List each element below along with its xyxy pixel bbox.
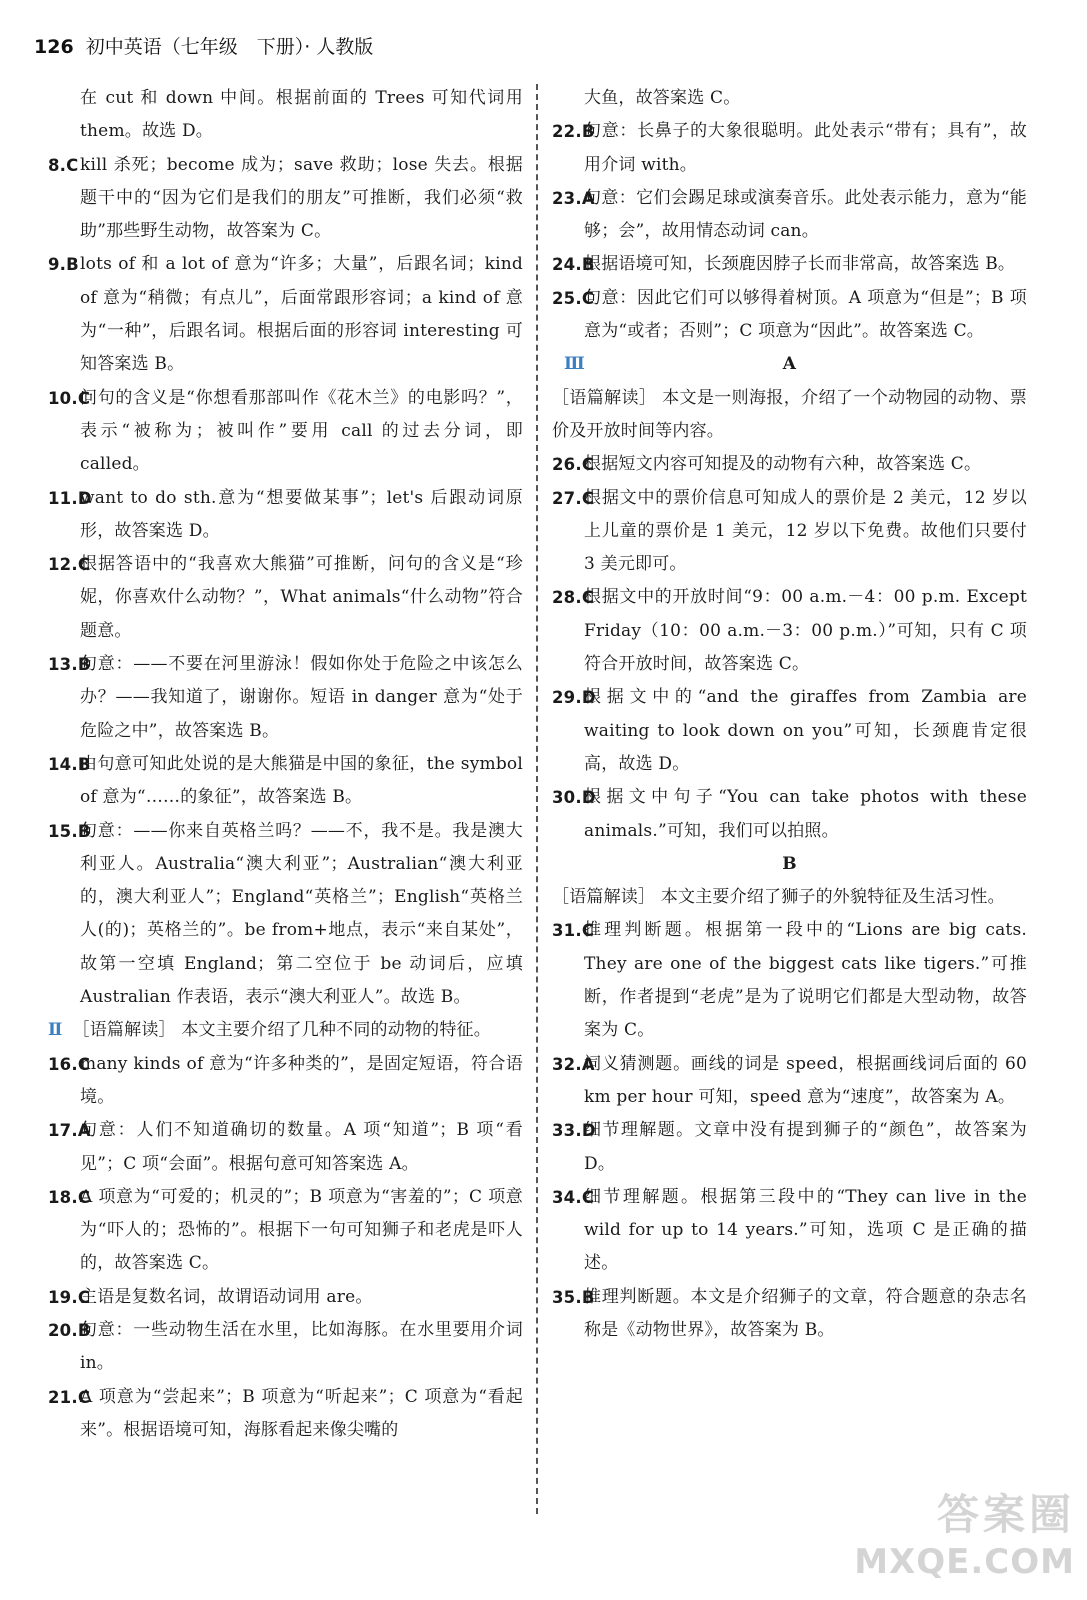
answer-item [48, 1281, 523, 1314]
answer-explanation: 根据文中的票价信息可知成人的票价是 2 美元，12 岁以上儿童的票价是 1 美元，12 岁以下免费。故他们只要付 3 美元即可。 [584, 487, 1027, 575]
continuation-text: 在 cut 和 down 中间。根据前面的 Trees 可知代词用 them。故选 D。 [80, 88, 523, 142]
page-number: 126 [34, 36, 74, 58]
answer-number: 8.C [48, 155, 79, 175]
answer-number: 9.B [48, 255, 79, 275]
answer-number: 11.D [48, 488, 92, 508]
answer-item [552, 182, 1027, 249]
watermark-logo-text: 答案圈 [936, 1490, 1075, 1539]
answer-number: 22.B [552, 122, 595, 142]
book-title: 初中英语（七年级 下册）· 人教版 [85, 36, 374, 58]
answer-explanation: 句意：——你来自英格兰吗？——不，我不是。我是澳大利亚人。Australia“澳大利亚”；Australian“澳大利亚的，澳大利亚人”；England“英格兰”；English“英格兰人(的)；英格兰的”。be from+地点，表示“来自某处”，故第一空填 England；第二空位于 be 动词后，应填 Australian 作表语，表示“澳大利亚人”。故选 B。 [80, 820, 523, 1008]
site-watermark [854, 1482, 1075, 1582]
reading-summary: ［语篇解读］ 本文主要介绍了狮子的外貌特征及生活习性。 [552, 887, 1005, 908]
answer-number: 13.B [48, 655, 91, 675]
answer-explanation: A 项意为“尝起来”；B 项意为“听起来”；C 项意为“看起来”。根据语境可知，海豚看起来像尖嘴的 [80, 1386, 523, 1440]
answer-item [48, 748, 523, 815]
answer-item [48, 1314, 523, 1381]
answer-number: 26.C [552, 455, 595, 475]
answer-explanation: lots of 和 a lot of 意为“许多；大量”，后跟名词；kind of 意为“稍微；有点儿”，后面常跟形容词；a kind of 意为“一种”，后跟名词。根据后面的形容词 interesting 可知答案选 B。 [80, 254, 523, 375]
answer-item [48, 1381, 523, 1448]
answer-number: 15.B [48, 821, 91, 841]
answer-item [552, 1281, 1027, 1348]
answer-explanation: 句意：因此它们可以够得着树顶。A 项意为“但是”；B 项意为“或者；否则”；C 项意为“因此”。故答案选 C。 [584, 287, 1027, 342]
answer-number: 18.C [48, 1187, 91, 1207]
answer-explanation: 根据答语中的“我喜欢大熊猫”可推断，问句的含义是“珍妮，你喜欢什么动物？”，What animals“什么动物”符合题意。 [80, 554, 523, 641]
answer-number: 33.D [552, 1121, 596, 1141]
continuation-text: 大鱼，故答案选 C。 [584, 88, 741, 108]
answer-explanation: many kinds of 意为“许多种类的”，是固定短语，符合语境。 [80, 1053, 523, 1107]
answer-number: 23.A [552, 188, 595, 208]
answer-number: 32.A [552, 1054, 595, 1074]
answer-explanation: 句意：——不要在河里游泳！假如你处于危险之中该怎么办？——我知道了，谢谢你。短语 in danger 意为“处于危险之中”，故答案选 B。 [80, 654, 523, 741]
watermark-url: MXQE.COM [854, 1542, 1075, 1582]
answer-explanation: 句意：人们不知道确切的数量。A 项“知道”；B 项“看见”；C 项“会面”。根据句意可知答案选 A。 [80, 1120, 523, 1174]
answer-explanation: 根据文中的开放时间“9：00 a.m.－4：00 p.m. Except Friday（10：00 a.m.－3：00 p.m.）”可知，只有 C 项符合开放时间，故答案选 C。 [584, 587, 1027, 675]
answer-number: 14.B [48, 754, 91, 774]
answer-number: 19.C [48, 1287, 91, 1307]
answer-explanation: 句意：一些动物生活在水里，比如海豚。在水里要用介词 in。 [80, 1319, 523, 1374]
answer-number: 20.B [48, 1320, 91, 1340]
answer-number: 16.C [48, 1054, 91, 1074]
answer-item [552, 482, 1027, 582]
answer-item [552, 448, 1027, 481]
passage-title-a: A [782, 354, 797, 375]
answer-explanation: 根据短文内容可知提及的动物有六种，故答案选 C。 [584, 454, 982, 475]
answer-explanation: want to do sth.意为“想要做某事”；let's 后跟动词原形，故答案选 D。 [80, 487, 523, 541]
answer-number: 17.A [48, 1121, 91, 1141]
answer-number: 25.C [552, 288, 595, 308]
answer-item [552, 1048, 1027, 1115]
answer-item [552, 1114, 1027, 1181]
answer-explanation: 问句的含义是“你想看那部叫作《花木兰》的电影吗？”，表示“被称为；被叫作”要用 call 的过去分词，即 called。 [80, 387, 523, 475]
column-divider [536, 84, 538, 1514]
answer-item [48, 1048, 523, 1115]
answer-item [552, 581, 1027, 681]
answer-number: 12.C [48, 555, 91, 575]
answer-explanation: 根据文中的“and the giraffes from Zambia are waiting to look down on you”可知，长颈鹿肯定很高，故选 D。 [584, 687, 1027, 774]
passage-title-b: B [782, 853, 797, 874]
answer-explanation: 由句意可知此处说的是大熊猫是中国的象征，the symbol of 意为“……的象征”，故答案选 B。 [80, 753, 523, 808]
answer-item [552, 914, 1027, 1047]
answer-number: 27.C [552, 488, 595, 508]
answer-explanation: A 项意为“可爱的；机灵的”；B 项意为“害羞的”；C 项意为“吓人的；恐怖的”。根据下一句可知狮子和老虎是吓人的，故答案选 C。 [80, 1186, 523, 1274]
answer-item [48, 382, 523, 482]
answer-item [552, 115, 1027, 182]
section-2-intro [48, 1014, 523, 1047]
answer-number: 34.C [552, 1187, 595, 1207]
answer-explanation: 推理判断题。根据第一段中的“Lions are big cats. They are one of the biggest cats like tigers.”可推断，作者提到“老虎”是为了说明它们都是大型动物，故答案为 C。 [584, 920, 1027, 1041]
answer-number: 10.C [48, 388, 91, 408]
answer-number: 31.C [552, 921, 595, 941]
answer-item [48, 248, 523, 381]
answer-explanation: kill 杀死；become 成为；save 救助；lose 失去。根据题干中的“因为它们是我们的朋友”可推断，我们必须“救助”那些野生动物，故答案为 C。 [80, 154, 523, 242]
right-column [552, 82, 1027, 1347]
answer-item [48, 482, 523, 549]
reading-summary: ［语篇解读］ 本文主要介绍了几种不同的动物的特征。 [72, 1020, 491, 1041]
answer-number: 28.C [552, 588, 595, 608]
answer-number: 30.D [552, 788, 596, 808]
answer-number: 29.D [552, 688, 596, 708]
answer-number: 24.B [552, 255, 595, 275]
left-column [48, 82, 523, 1447]
answer-number: 35.B [552, 1287, 595, 1307]
answer-explanation: 根据文中句子“You can take photos with these animals.”可知，我们可以拍照。 [584, 787, 1027, 841]
answer-item [552, 781, 1027, 848]
section-roman-3: Ⅲ [564, 354, 585, 375]
answer-number: 21.C [48, 1387, 91, 1407]
answer-item [48, 548, 523, 648]
answer-item [48, 1181, 523, 1281]
answer-explanation: 细节理解题。根据第三段中的“They can live in the wild for up to 14 years.”可知，选项 C 是正确的描述。 [584, 1186, 1027, 1274]
answer-explanation: 词义猜测题。画线的词是 speed，根据画线词后面的 60 km per hour 可知，speed 意为“速度”，故答案为 A。 [584, 1053, 1027, 1107]
page-header [34, 32, 373, 59]
answer-explanation: 主语是复数名词，故谓语动词用 are。 [80, 1286, 373, 1307]
answer-explanation: 推理判断题。本文是介绍狮子的文章，符合题意的杂志名称是《动物世界》，故答案为 B。 [584, 1286, 1027, 1340]
answer-item [48, 1114, 523, 1181]
answer-item [552, 681, 1027, 781]
reading-summary: ［语篇解读］ 本文是一则海报，介绍了一个动物园的动物、票价及开放时间等内容。 [552, 387, 1027, 441]
answer-explanation: 句意：它们会踢足球或演奏音乐。此处表示能力，意为“能够；会”，故用情态动词 can。 [584, 187, 1027, 242]
answer-explanation: 根据语境可知，长颈鹿因脖子长而非常高，故答案选 B。 [584, 254, 1016, 275]
answer-item [48, 648, 523, 748]
answer-item [48, 149, 523, 249]
answer-item [552, 248, 1027, 281]
answer-explanation: 细节理解题。文章中没有提到狮子的“颜色”，故答案为 D。 [584, 1120, 1027, 1174]
section-3-heading [552, 348, 1027, 381]
answer-item [48, 815, 523, 1015]
section-roman-2: Ⅱ [48, 1020, 63, 1041]
answer-item [552, 1181, 1027, 1281]
answer-item [552, 282, 1027, 349]
answer-explanation: 句意：长鼻子的大象很聪明。此处表示“带有；具有”，故用介词 with。 [584, 121, 1027, 175]
